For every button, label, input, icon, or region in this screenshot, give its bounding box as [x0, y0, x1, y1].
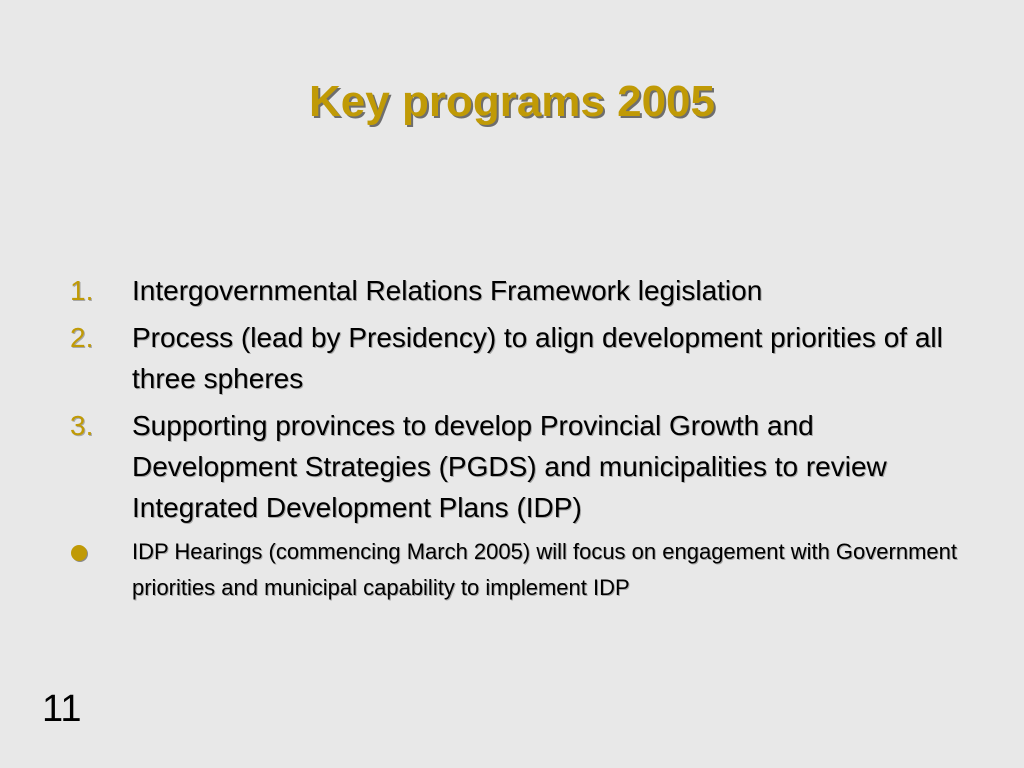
list-item-text: Process (lead by Presidency) to align development priorities of all three spheres	[132, 322, 943, 394]
list-item-2	[0, 317, 1024, 399]
list-item-text: Intergovernmental Relations Framework legislation	[132, 275, 763, 306]
list-item-text: IDP Hearings (commencing March 2005) will focus on engagement with Government priorities and municipal capability to implement IDP	[132, 539, 957, 600]
list-marker: 2.	[70, 322, 94, 353]
bullet-dot-icon	[71, 545, 87, 561]
slide-number: 11	[42, 688, 82, 730]
list-item-text: Supporting provinces to develop Provincial Growth and Development Strategies (PGDS) and municipalities to review Integrated Development Plans (IDP)	[132, 410, 887, 523]
list-item-bullet	[0, 534, 1024, 606]
slide-title: Key programs 2005	[309, 77, 715, 126]
bullet-list	[0, 270, 1024, 606]
list-item-3	[0, 405, 1024, 528]
list-marker: 1.	[70, 275, 94, 306]
list-marker: 3.	[70, 410, 94, 441]
list-item-1	[0, 270, 1024, 311]
